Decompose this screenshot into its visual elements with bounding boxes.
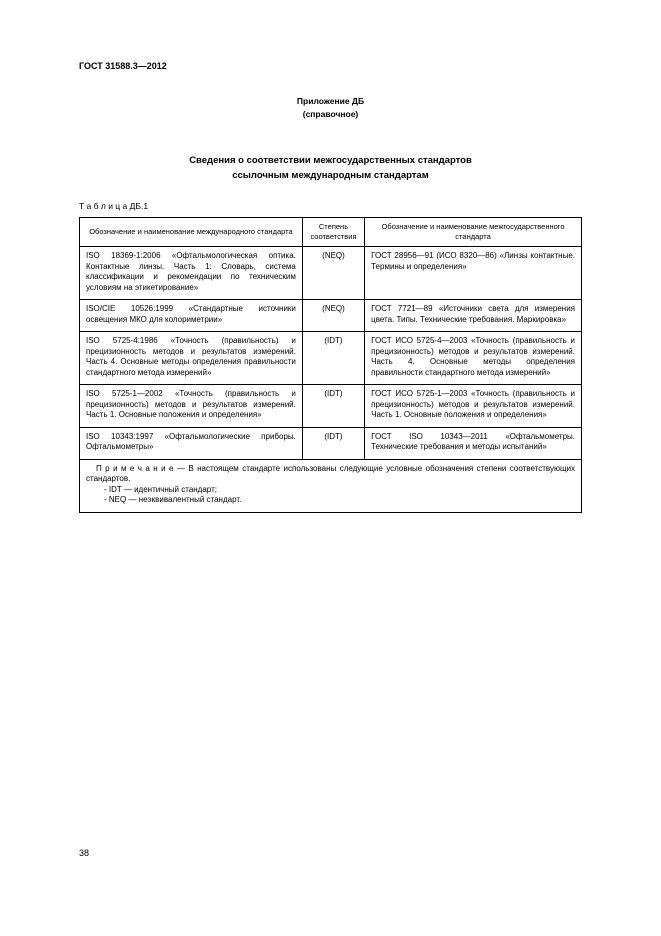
header-degree: Степень соответствия (302, 218, 364, 247)
degree-cell: (NEQ) (302, 300, 364, 332)
intl-standard-cell: ISO 18369-1:2006 «Офтальмологическая оптика. Контактные линзы. Часть 1: Словарь, система классификации и рекомендации по техническим условиям на этикетирование» (80, 247, 303, 300)
gost-standard-cell: ГОСТ 7721—89 «Источники света для измерения цвета. Типы. Технические требования. Маркировка» (365, 300, 582, 332)
intl-standard-cell: ISO 5725-1—2002 «Точность (правильность и прецизионность) методов и результатов измерений. Часть 1. Основные положения и определения» (80, 385, 303, 428)
degree-cell: (IDT) (302, 385, 364, 428)
correspondence-table (79, 217, 582, 513)
gost-standard-cell: ГОСТ ИСО 5725-4—2003 «Точность (правильность и прецизионность) методов и результатов измерений. Часть 4. Основные методы определения правильности стандартного метода измерений» (365, 332, 582, 385)
gost-standard-cell: ГОСТ ИСО 5725-1—2003 «Точность (правильность и прецизионность) методов и результатов измерений. Часть 1. Основные положения и определения» (365, 385, 582, 428)
table-label: Т а б л и ц а ДБ.1 (79, 201, 149, 211)
note-item-neq: - NEQ — неэквивалентный стандарт. (104, 495, 242, 504)
page-title (0, 153, 661, 183)
intl-standard-cell: ISO 5725-4:1986 «Точность (правильность) и прецизионность методов и результатов измерений. Часть 4. Основные методы определения правильности стандартного метода измерений» (80, 332, 303, 385)
appendix-title: Приложение ДБ (296, 96, 365, 106)
header-intl-standard: Обозначение и наименование международного стандарта (80, 218, 303, 247)
table-row (80, 247, 582, 300)
doc-number: ГОСТ 31588.3—2012 (79, 61, 167, 71)
header-gost-standard: Обозначение и наименование межгосударственного стандарта (365, 218, 582, 247)
degree-cell: (NEQ) (302, 247, 364, 300)
degree-cell: (IDT) (302, 427, 364, 459)
note-cell (80, 459, 582, 512)
table-row (80, 427, 582, 459)
gost-standard-cell: ГОСТ 28956—91 (ИСО 8320—86) «Линзы контактные. Термины и определения» (365, 247, 582, 300)
note-item-idt: - IDT — идентичный стандарт; (104, 484, 217, 494)
table-row (80, 332, 582, 385)
note-text: П р и м е ч а н и е — В настоящем стандарте использованы следующие условные обозначения степени соответствующих стандартов. (86, 463, 575, 483)
appendix-subtitle: (справочное) (302, 109, 359, 119)
page-title-line1: Сведения о соответствии межгосударственных стандартов (189, 155, 472, 166)
table-note-row (80, 459, 582, 512)
intl-standard-cell: ISO/CIE 10526:1999 «Стандартные источники освещения МКО для колориметрии» (80, 300, 303, 332)
page-number: 38 (79, 848, 90, 858)
appendix-heading (0, 95, 661, 121)
page-title-line2: ссылочным международным стандартам (232, 170, 429, 181)
intl-standard-cell: ISO 10343:1997 «Офтальмологические приборы. Офтальмометры» (80, 427, 303, 459)
table-header-row (80, 218, 582, 247)
degree-cell: (IDT) (302, 332, 364, 385)
table-row (80, 300, 582, 332)
gost-standard-cell: ГОСТ ISO 10343—2011 «Офтальмометры. Технические требования и методы испытаний» (365, 427, 582, 459)
table-row (80, 385, 582, 428)
